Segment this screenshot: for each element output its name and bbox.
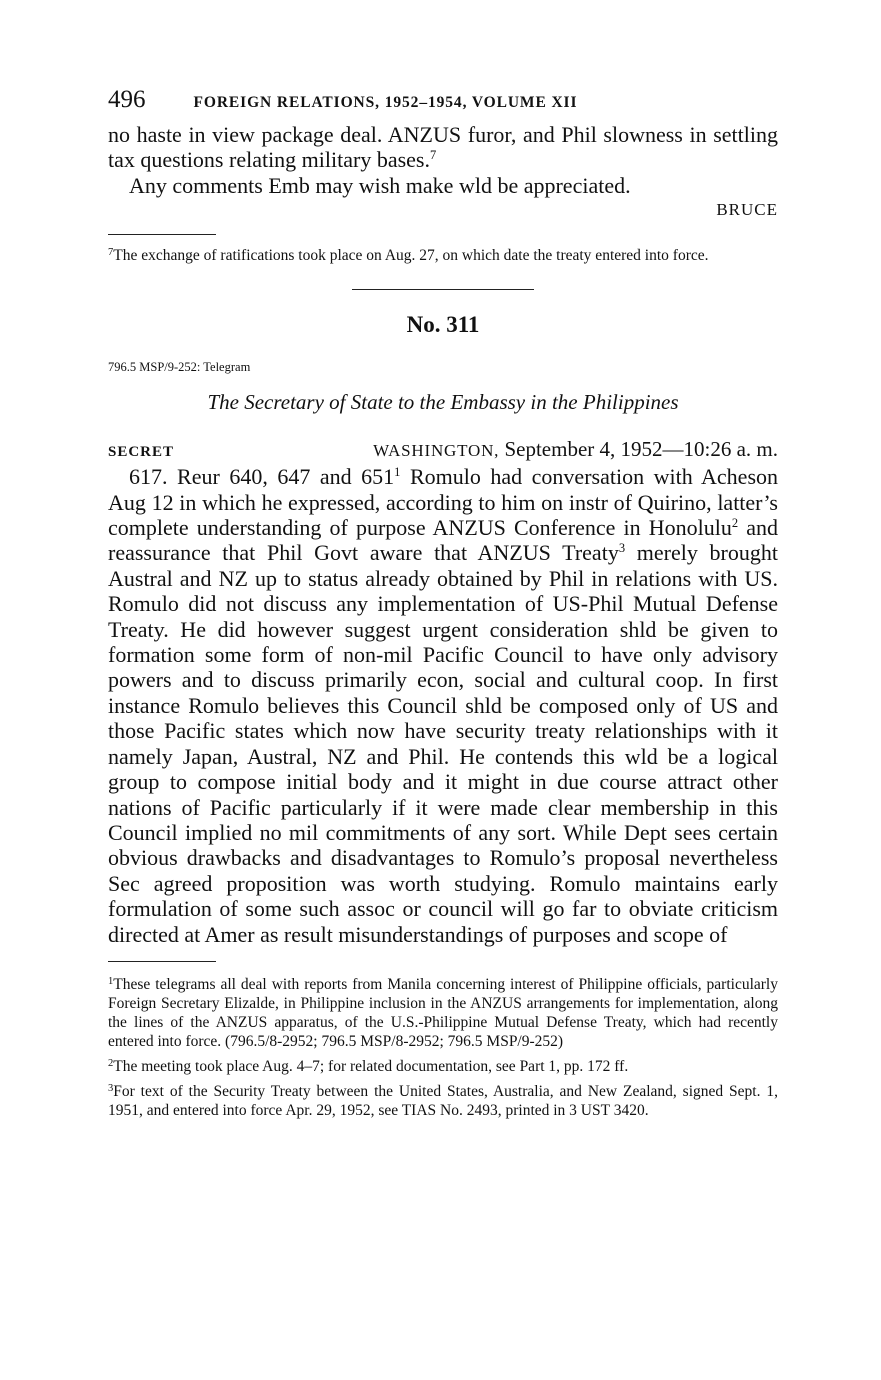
telegram-text: 617. Reur 640, 647 and 651 (129, 464, 395, 490)
document-number: No. 311 (406, 312, 480, 338)
dateline-place: WASHINGTON, (373, 441, 500, 461)
signature: BRUCE (716, 200, 778, 220)
telegram-text: merely brought Austral and NZ up to status already obtained by Phil in relations with US. Romulo did not discuss any implementation of US-Phil Mutual Defense Treaty. He did however suggest urgent consideration shld be given to formation some form of non-mil Pacific Council to have only advisory powers and to discuss primarily econ, social and cultural coop. In first instance Romulo believes this Council shld be composed only of US and those Pacific states which now have security treaty relationships with it namely Japan, Austral, NZ and Phil. He contends this wld be a logical group to compose initial body and it might in due course attract other nations of Pacific particularly if it were made clear membership in this Council implied no mil commitments of any sort. While Dept sees certain obvious drawbacks and disadvantages to Romulo’s proposal nevertheless Sec agreed proposition was worth studying. Romulo maintains early formulation of some such assoc or council will go far to obviate criticism directed at Amer as result misunderstandings of purposes and scope of (108, 540, 778, 947)
file-reference: 796.5 MSP/9-252: Telegram (108, 360, 251, 375)
closing-paragraph: Any comments Emb may wish make wld be appreciated. (129, 172, 631, 198)
footnote-number: 7 (108, 247, 114, 259)
volume-title: FOREIGN RELATIONS, 1952–1954, VOLUME XII (193, 94, 578, 111)
dateline (108, 437, 778, 462)
place-and-date (373, 437, 778, 462)
document-title: The Secretary of State to the Embassy in the Philippines (207, 390, 679, 415)
footnote-2 (108, 1054, 778, 1076)
classification-label: SECRET (108, 444, 175, 461)
footnote-ref-2: 2 (731, 516, 739, 531)
continued-paragraph (108, 122, 778, 173)
footnote-text: These telegrams all deal with reports from Manila concerning interest of Philippine officials, particularly Foreign Secretary Elizalde, in Philippine inclusion in the ANZUS arrangements for implementation, along the lines of the ANZUS apparatus, of the U.S.-Philippine Mutual Defense Treaty, which had recently entered into force. (796.5/8-2952; 796.5 MSP/8-2952; 796.5 MSP/9-252) (108, 975, 778, 1050)
footnote-1 (108, 972, 778, 1051)
telegram-text: and reassurance that Phil Govt aware that ANZUS Treaty (108, 515, 778, 566)
telegram-body (108, 464, 778, 947)
footnote-divider (108, 234, 216, 235)
footnote-text: The meeting took place Aug. 4–7; for related documentation, see Part 1, pp. 172 ff. (113, 1057, 629, 1075)
footnote-3 (108, 1079, 778, 1120)
page-number: 496 (108, 86, 146, 113)
footnote-text: For text of the Security Treaty between the United States, Australia, and New Zealand, signed Sept. 1, 1951, and entered into force Apr. 29, 1952, see TIAS No. 2493, printed in 3 UST 3420. (108, 1082, 778, 1119)
section-divider (352, 289, 534, 290)
telegram-text: Romulo had conversation with Acheson Aug 12 in which he expressed, according to him on instr of Quirino, latter’s complete understanding of purpose ANZUS Conference in Honolulu (108, 464, 779, 541)
running-head (108, 86, 778, 122)
footnote-divider (108, 961, 216, 962)
dateline-date: September 4, 1952—10:26 a. m. (504, 437, 778, 462)
document-page (108, 86, 778, 1120)
continued-text: no haste in view package deal. ANZUS furor, and Phil slowness in settling tax questions relating military bases. (108, 122, 778, 173)
footnote-text: The exchange of ratifications took place on Aug. 27, on which date the treaty entered into force. (113, 247, 709, 265)
footnote-number: 1 (108, 975, 114, 987)
footnote-number: 2 (108, 1057, 114, 1069)
footnote-ref-7: 7 (430, 148, 437, 163)
footnote-7 (108, 243, 778, 265)
footnote-ref-1: 1 (394, 465, 401, 480)
footnote-ref-3: 3 (618, 541, 626, 556)
footnote-number: 3 (108, 1082, 114, 1094)
